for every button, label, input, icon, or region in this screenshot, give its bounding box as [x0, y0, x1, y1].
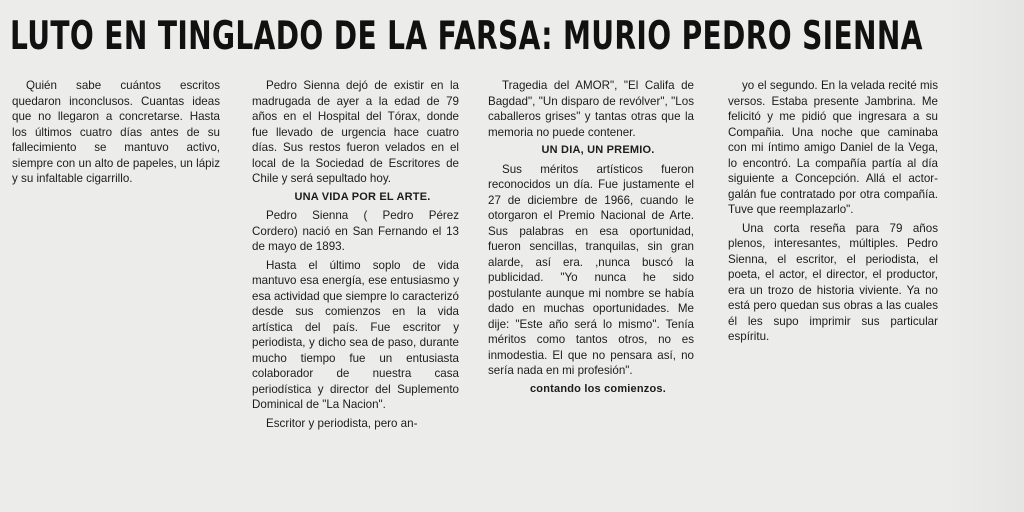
column-2-paragraph-3: Hasta el último soplo de vida mantuvo esa energía, ese entusiasmo y esa actividad que siempre lo caracterizó desde sus comienzos en la vida artística del país. Fue escritor y periodista, y dicho sea de paso, durante mucho tiempo fue un entusiasta colaborador de nuestra casa periodística y director del Suplemento Dominical de "La Nacion". — [252, 258, 459, 411]
column-4-paragraph-2: Una corta reseña para 79 años plenos, interesantes, múltiples. Pedro Sienna, el escritor, el periodista, el poeta, el actor, el director, el productor, era un trozo de historia viviente. Ya no está pero quedan sus obras a las cuales él les supo imprimir sus particular espíritu. — [728, 221, 938, 343]
headline: LUTO EN TINGLADO DE LA FARSA: MURIO PEDRO SIENNA — [10, 14, 923, 59]
column-3 — [488, 78, 694, 397]
column-3-paragraph-1: Tragedia del AMOR", "El Califa de Bagdad", "Un disparo de revólver", "Los caballeros grises" y tantas otras que la memoria no puede contener. — [488, 79, 694, 139]
section-heading-comienzos: contando los comienzos. — [529, 382, 666, 395]
column-3-paragraph-2: Sus méritos artísticos fueron reconocidos un día. Fue justamente el 27 de diciembre de 1966, cuando le otorgaron el Premio Nacional de Arte. Sus palabras en esa oportunidad, fueron sencillas, tranquilas, sin gran alarde, así era. ,nunca buscó la publicidad. "Yo nunca he sido postulante aunque mi nombre se había dado en muchas oportunidades. Me dije: "Este año será lo mismo". Tenía méritos como tantos otros, no es inmodestia. El que no pensara así, no sería nada en mi profesión". — [488, 162, 694, 377]
column-1 — [12, 78, 220, 187]
column-1-paragraph: Quién sabe cuántos escritos quedaron inconclusos. Cuantas ideas que no llegaron a concretarse. Hasta los últimos cuatro días antes de su fallecimiento se mantuvo activo, siempre con un alto de papeles, un lápiz y su infaltable cigarrillo. — [12, 79, 220, 185]
column-4-paragraph-1: yo el segundo. En la velada recité mis versos. Estaba presente Jambrina. Me felicitó y me pidió que ingresara a su Compañia. Una noche que caminaba con mi íntimo amigo Daniel de la Vega, lo encontró. La compañía partía al día siguiente a Concepción. Allá el actor-galán fue contratado por otra compañía. Tuve que reemplazarlo". — [728, 79, 938, 216]
column-2-paragraph-4: Escritor y periodista, pero an- — [266, 416, 418, 430]
page-edge-shade — [944, 0, 1024, 512]
section-heading-un-dia: UN DIA, UN PREMIO. — [541, 144, 655, 156]
column-2-paragraph-1: Pedro Sienna dejó de existir en la madrugada de ayer a la edad de 79 años en el Hospital del Tórax, donde fue llevado de urgencia hace cuatro días. Sus restos fueron velados en el local de la Sociedad de Escritores de Chile y será sepultado hoy. — [252, 79, 459, 185]
column-2 — [252, 78, 459, 431]
column-2-paragraph-2: Pedro Sienna ( Pedro Pérez Cordero) nació en San Fernando el 13 de mayo de 1893. — [252, 209, 459, 253]
section-heading-una-vida: UNA VIDA POR EL ARTE. — [294, 190, 431, 203]
column-4 — [728, 78, 938, 345]
